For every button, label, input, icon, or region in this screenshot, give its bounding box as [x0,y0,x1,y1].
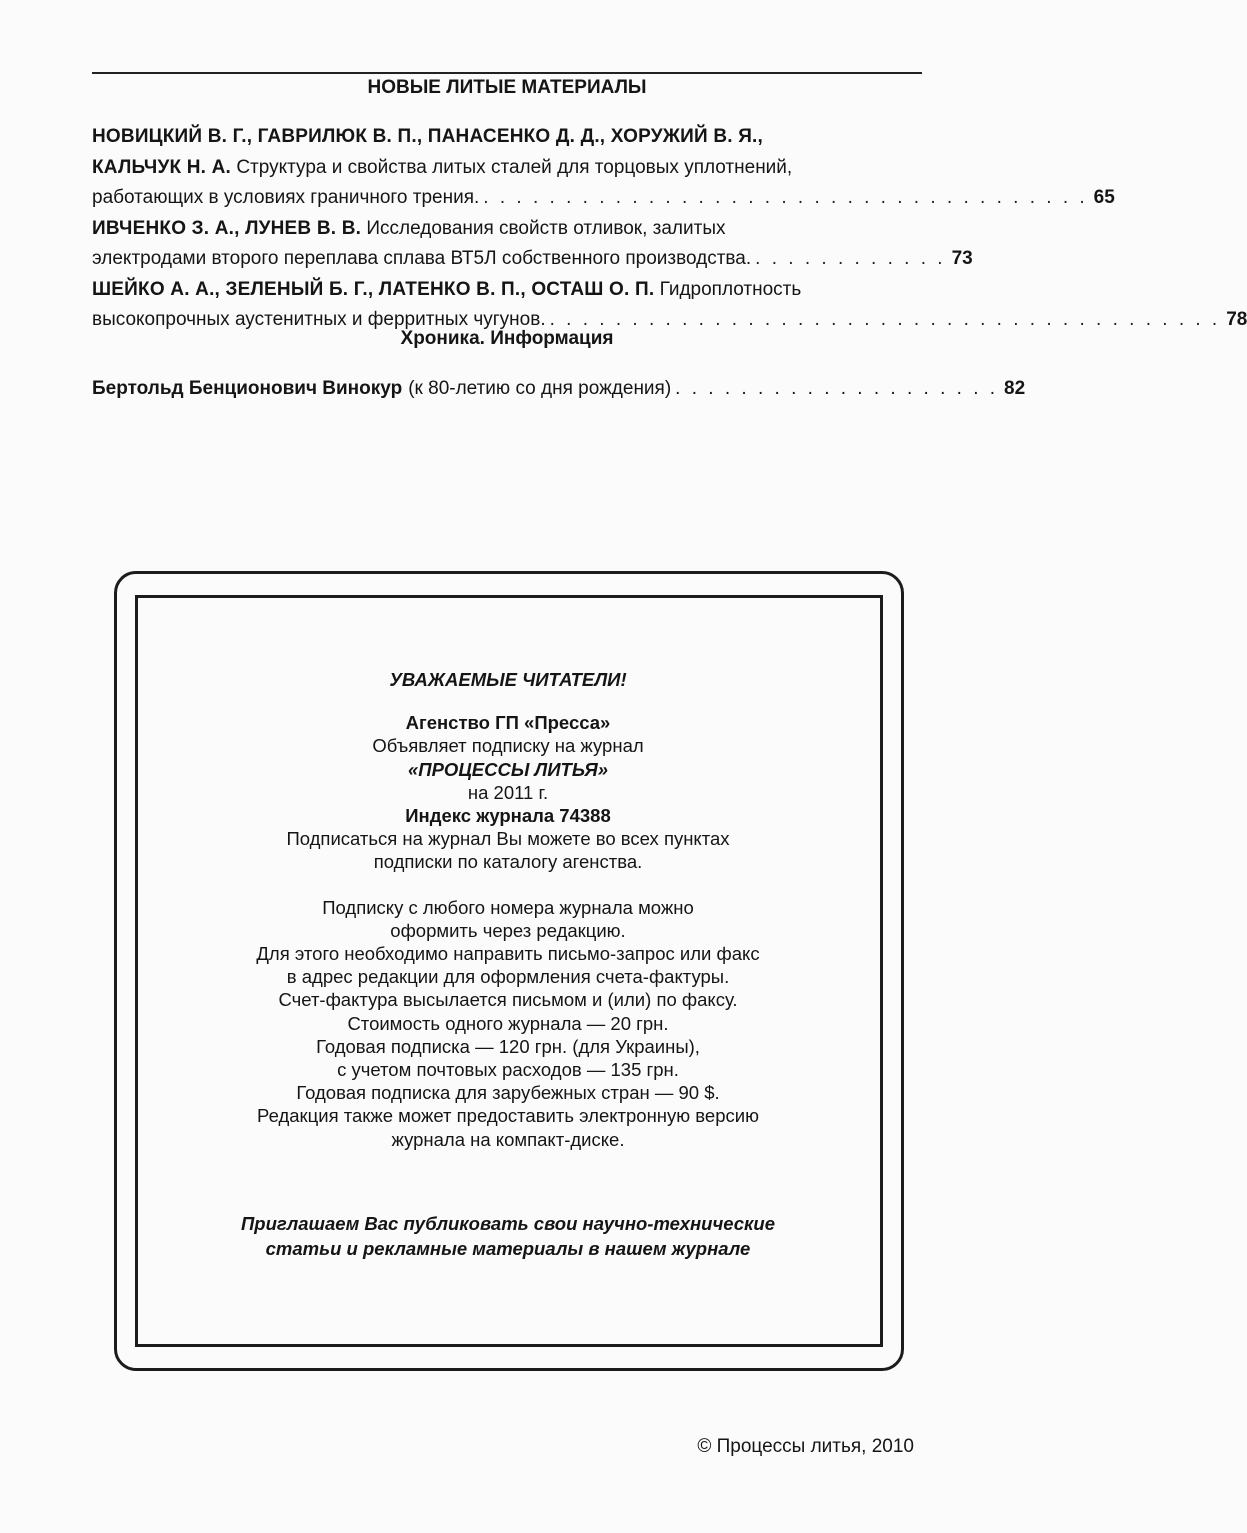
notice-text: оформить через редакцию. [390,919,626,941]
table-of-contents [92,122,1247,336]
notice-index: Индекс журнала 74388 [405,805,611,827]
toc-entry-3-line1 [92,275,924,306]
leader-dots: . . . . . . . . . . . . [755,248,946,269]
chronicle-entry [92,378,1026,400]
toc-entry-3-page: 78 [1226,309,1247,330]
notice-announces: Объявляет подписку на журнал [372,735,644,757]
spacer [150,874,866,896]
toc-entry-1-line2 [92,153,924,184]
leader-dots: . . . . . . . . . . . . . . . . . . . . . . . . . . . . . . . . . . . . . . . . . [549,309,1221,330]
section-title-chronicle: Хроника. Информация [400,328,614,349]
toc-entry-1-authors: НОВИЦКИЙ В. Г., ГАВРИЛЮК В. П., ПАНАСЕНКО Д. Д., ХОРУЖИЙ В. Я., [92,126,764,147]
invitation-line1: Приглашаем Вас публиковать свои научно-технические [240,1213,776,1234]
toc-entry-1-line3 [92,183,1115,214]
chronicle-person-name: Бертольд Бенционович Винокур [92,378,403,399]
notice-year: на 2011 г. [467,781,549,803]
top-rule [92,72,922,74]
chronicle-line [92,378,1026,400]
notice-text: Для этого необходимо направить письмо-запрос или факс [256,943,760,965]
toc-entry-3-title-cont: высокопрочных аустенитных и ферритных чугунов. [92,309,546,330]
toc-entry-2-title: Исследования свойств отливок, залитых [366,217,726,239]
toc-entry-1-title: Структура и свойства литых сталей для торцовых уплотнений, [236,156,793,178]
notice-heading: УВАЖАЕМЫЕ ЧИТАТЕЛИ! [389,669,627,690]
chronicle-page: 82 [1004,378,1026,399]
toc-entry-1-page: 65 [1093,187,1115,208]
notice-text: Подписку с любого номера журнала можно [322,896,694,918]
notice-text: Подписаться на журнал Вы можете во всех пунктах [286,828,730,850]
toc-entry-2 [92,214,973,275]
toc-entry-1-authors-cont: КАЛЬЧУК Н. А. [92,156,232,178]
toc-entry-2-line2 [92,244,973,275]
toc-entry-3 [92,275,1247,336]
notice-text: Редакция также может предоставить электронную версию [257,1105,759,1127]
notice-text: в адрес редакции для оформления счета-фактуры. [286,966,730,988]
toc-entry-2-line1 [92,214,924,245]
notice-journal-name: «ПРОЦЕССЫ ЛИТЬЯ» [408,758,608,780]
toc-entry-1-title-cont: работающих в условиях граничного трения. [92,187,480,208]
copyright: © Процессы литья, 2010 [697,1436,914,1457]
chronicle-note: (к 80-летию со дня рождения) [408,378,672,399]
notice-price-annual: Годовая подписка — 120 грн. (для Украины), [316,1035,700,1057]
toc-entry-3-authors: ШЕЙКО А. А., ЗЕЛЕНЫЙ Б. Г., ЛАТЕНКО В. П., ОСТАШ О. П. [92,278,655,300]
toc-entry-2-authors: ИВЧЕНКО З. А., ЛУНЕВ В. В. [92,217,362,239]
notice-price-postal: с учетом почтовых расходов — 135 грн. [337,1059,679,1081]
toc-entry-1-line1 [92,122,924,153]
leader-dots: . . . . . . . . . . . . . . . . . . . . [675,378,999,399]
notice-text: Счет-фактура высылается письмом и (или) по факсу. [278,989,738,1011]
notice-agency: Агенство ГП «Пресса» [405,712,611,734]
leader-dots: . . . . . . . . . . . . . . . . . . . . . . . . . . . . . . . . . . . . . [483,187,1088,208]
toc-entry-3-title: Гидроплотность [659,278,802,300]
toc-entry-2-title-cont: электродами второго переплава сплава ВТ5Л собственного производства. [92,248,752,269]
notice-text: журнала на компакт-диске. [391,1128,625,1150]
notice-text: подписки по каталогу агенства. [373,851,643,873]
invitation-line2: статьи и рекламные материалы в нашем журнале [265,1238,751,1259]
notice-price-single: Стоимость одного журнала — 20 грн. [347,1012,669,1034]
toc-entry-1 [92,122,1115,214]
toc-entry-2-page: 73 [951,248,973,269]
invitation [150,1211,866,1261]
notice-price-foreign: Годовая подписка для зарубежных стран — 90 $. [296,1082,720,1104]
section-title-new-cast-materials: НОВЫЕ ЛИТЫЕ МАТЕРИАЛЫ [367,77,647,98]
subscription-notice [150,668,866,1151]
